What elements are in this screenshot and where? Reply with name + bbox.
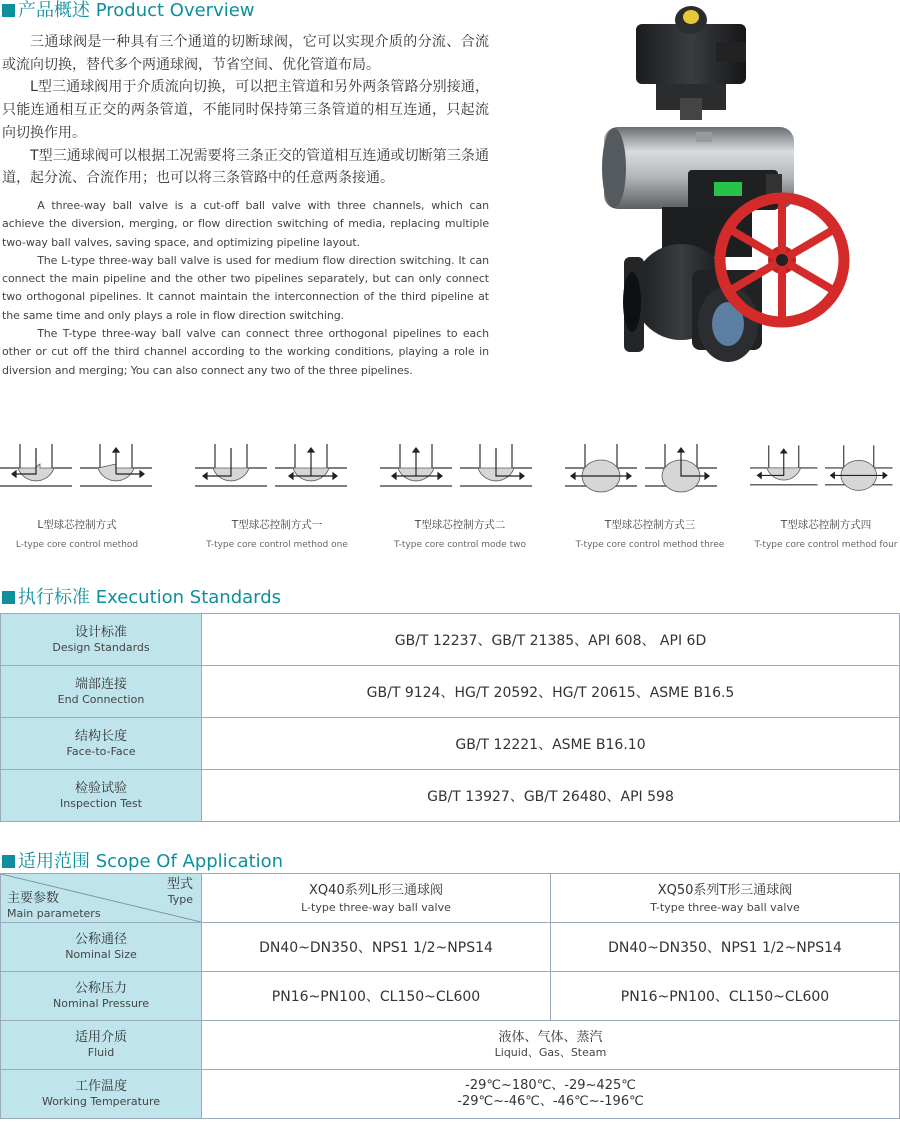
row-value: PN16~PN100、CL150~CL600 — [202, 972, 551, 1021]
overview-title: 产品概述 Product Overview — [2, 0, 255, 22]
row-header: 端部连接 End Connection — [1, 666, 202, 718]
overview-zh-paragraph: T型三通球阀可以根据工况需要将三条正交的管道相互连通或切断第三条通道，起分流、合流作用；也可以将三条管路中的任意两条接通。 — [2, 147, 489, 187]
overview-en-paragraph: The L-type three-way ball valve is used for medium flow direction switching. It can connect the main pipeline and the other two pipelines separately, but can only connect two orthogonal pipelines. It cannot maintain the interconnection of the third pipeline at the same time and only plays a role in flow direction switching. — [2, 253, 489, 322]
table-row — [1, 972, 900, 1021]
row-header: 适用介质 Fluid — [1, 1021, 202, 1070]
overview-zh-paragraph: 三通球阀是一种具有三个通道的切断球阀，它可以实现介质的分流、合流或流向切换，替代多个两通球阀，节省空间、优化管道布局。 — [2, 34, 489, 73]
column-header: XQ50系列T形三通球阀 T-type three-way ball valve — [551, 874, 900, 923]
application-table — [0, 873, 900, 1119]
t-type-core-diagram-two — [380, 436, 540, 496]
overview-en-paragraph: The T-type three-way ball valve can connect three orthogonal pipelines to each other or cut off the third channel according to the working conditions, playing a role in diversion and merging; You can also connect any two of the three pipelines. — [2, 327, 489, 377]
fluid-value: 液体、气体、蒸汽 Liquid、Gas、Steam — [202, 1021, 900, 1070]
row-value: DN40~DN350、NPS1 1/2~NPS14 — [202, 923, 551, 972]
t-type-core-diagram-one — [195, 436, 355, 496]
overview-en-paragraph: A three-way ball valve is a cut-off ball valve with three channels, which can achieve the diversion, merging, or flow direction switching of media, replacing multiple two-way ball valves, saving space, and optimizing pipeline layout. — [2, 199, 489, 249]
row-value: GB/T 12237、GB/T 21385、API 608、 API 6D — [202, 614, 900, 666]
t-type-core-diagram-four — [750, 436, 900, 496]
valve-product-image — [596, 2, 856, 368]
diagram-caption: L型球芯控制方式 L-type core control method — [15, 519, 139, 550]
row-value: GB/T 12221、ASME B16.10 — [202, 718, 900, 770]
row-header: 公称通径 Nominal Size — [1, 923, 202, 972]
row-value: GB/T 9124、HG/T 20592、HG/T 20615、ASME B16.5 — [202, 666, 900, 718]
row-value: PN16~PN100、CL150~CL600 — [551, 972, 900, 1021]
application-title: 适用范围 Scope Of Application — [2, 847, 283, 873]
row-header: 结构长度 Face-to-Face — [1, 718, 202, 770]
row-value: DN40~DN350、NPS1 1/2~NPS14 — [551, 923, 900, 972]
standards-title: 执行标准 Execution Standards — [2, 583, 281, 609]
row-header: 公称压力 Nominal Pressure — [1, 972, 202, 1021]
column-header: XQ40系列L形三通球阀 L-type three-way ball valve — [202, 874, 551, 923]
standards-table — [0, 613, 900, 822]
table-row — [1, 770, 900, 822]
overview-zh-paragraph: L型三通球阀用于介质流向切换，可以把主管道和另外两条管路分别接通，只能连通相互正交的两条管道，不能同时保持第三条管道的相互连通，只起流向切换作用。 — [2, 79, 489, 141]
row-header: 设计标准 Design Standards — [1, 614, 202, 666]
row-header: 工作温度 Working Temperature — [1, 1070, 202, 1119]
diagram-caption: T型球芯控制方式二 T-type core control mode two — [393, 519, 527, 550]
l-type-core-diagram — [0, 436, 160, 496]
square-bullet-icon — [2, 591, 15, 604]
diagram-caption: T型球芯控制方式四 T-type core control method four — [754, 519, 898, 550]
overview-en-text — [2, 197, 489, 380]
table-header-row — [1, 874, 900, 923]
table-row — [1, 666, 900, 718]
square-bullet-icon — [2, 4, 15, 17]
overview-zh-text — [2, 31, 489, 190]
corner-header-cell: 型式 Type 主要参数 Main parameters — [1, 874, 202, 923]
table-row — [1, 923, 900, 972]
table-row — [1, 614, 900, 666]
table-row — [1, 718, 900, 770]
diagram-caption: T型球芯控制方式一 T-type core control method one — [206, 519, 348, 550]
table-row — [1, 1021, 900, 1070]
row-value: GB/T 13927、GB/T 26480、API 598 — [202, 770, 900, 822]
t-type-core-diagram-three — [565, 436, 725, 496]
temperature-value: -29℃~180℃、-29~425℃ -29℃~-46℃、-46℃~-196℃ — [202, 1070, 900, 1119]
diagram-caption: T型球芯控制方式三 T-type core control method three — [575, 519, 725, 550]
square-bullet-icon — [2, 855, 15, 868]
table-row — [1, 1070, 900, 1119]
row-header: 检验试验 Inspection Test — [1, 770, 202, 822]
